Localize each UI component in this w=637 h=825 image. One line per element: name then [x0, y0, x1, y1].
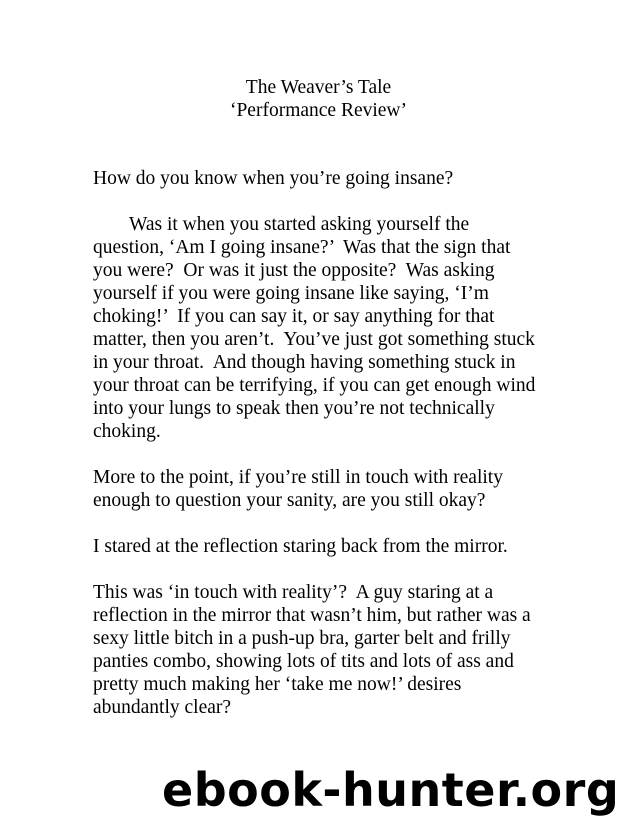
paragraph-3 — [93, 466, 553, 512]
paragraph-5 — [93, 581, 553, 719]
text-line: enough to question your sanity, are you still okay? — [93, 490, 486, 511]
text-line: reflection in the mirror that wasn’t him, but rather was a — [93, 605, 531, 626]
text-line: How do you know when you’re going insane? — [93, 168, 454, 189]
text-line: choking!’ If you can say it, or say anything for that — [93, 306, 495, 327]
text-line: sexy little bitch in a push-up bra, garter belt and frilly — [93, 628, 511, 649]
chapter-title: ‘Performance Review’ — [229, 100, 408, 121]
book-title: The Weaver’s Tale — [245, 77, 392, 98]
text-line: you were? Or was it just the opposite? Was asking — [93, 260, 495, 281]
text-line: in your throat. And though having something stuck in — [93, 352, 516, 373]
text-line: yourself if you were going insane like saying, ‘I’m — [93, 283, 489, 304]
paragraph-2 — [93, 213, 553, 443]
paragraph-4 — [93, 535, 553, 558]
title-block — [0, 76, 637, 122]
text-line: matter, then you aren’t. You’ve just got something stuck — [93, 329, 535, 350]
text-line: into your lungs to speak then you’re not technically — [93, 398, 495, 419]
text-line: pretty much making her ‘take me now!’ desires — [93, 674, 462, 695]
body-text — [93, 167, 553, 742]
text-line: abundantly clear? — [93, 697, 232, 718]
paragraph-1 — [93, 167, 553, 190]
text-line: question, ‘Am I going insane?’ Was that the sign that — [93, 237, 511, 258]
text-line: This was ‘in touch with reality’? A guy staring at a — [93, 582, 494, 603]
text-line: your throat can be terrifying, if you can get enough wind — [93, 375, 536, 396]
text-line: Was it when you started asking yourself the — [129, 214, 470, 235]
watermark-text: ebook-hunter.org — [162, 763, 620, 817]
text-line: More to the point, if you’re still in touch with reality — [93, 467, 503, 488]
text-line: I stared at the reflection staring back from the mirror. — [93, 536, 508, 557]
text-line: choking. — [93, 421, 161, 442]
text-line: panties combo, showing lots of tits and lots of ass and — [93, 651, 514, 672]
